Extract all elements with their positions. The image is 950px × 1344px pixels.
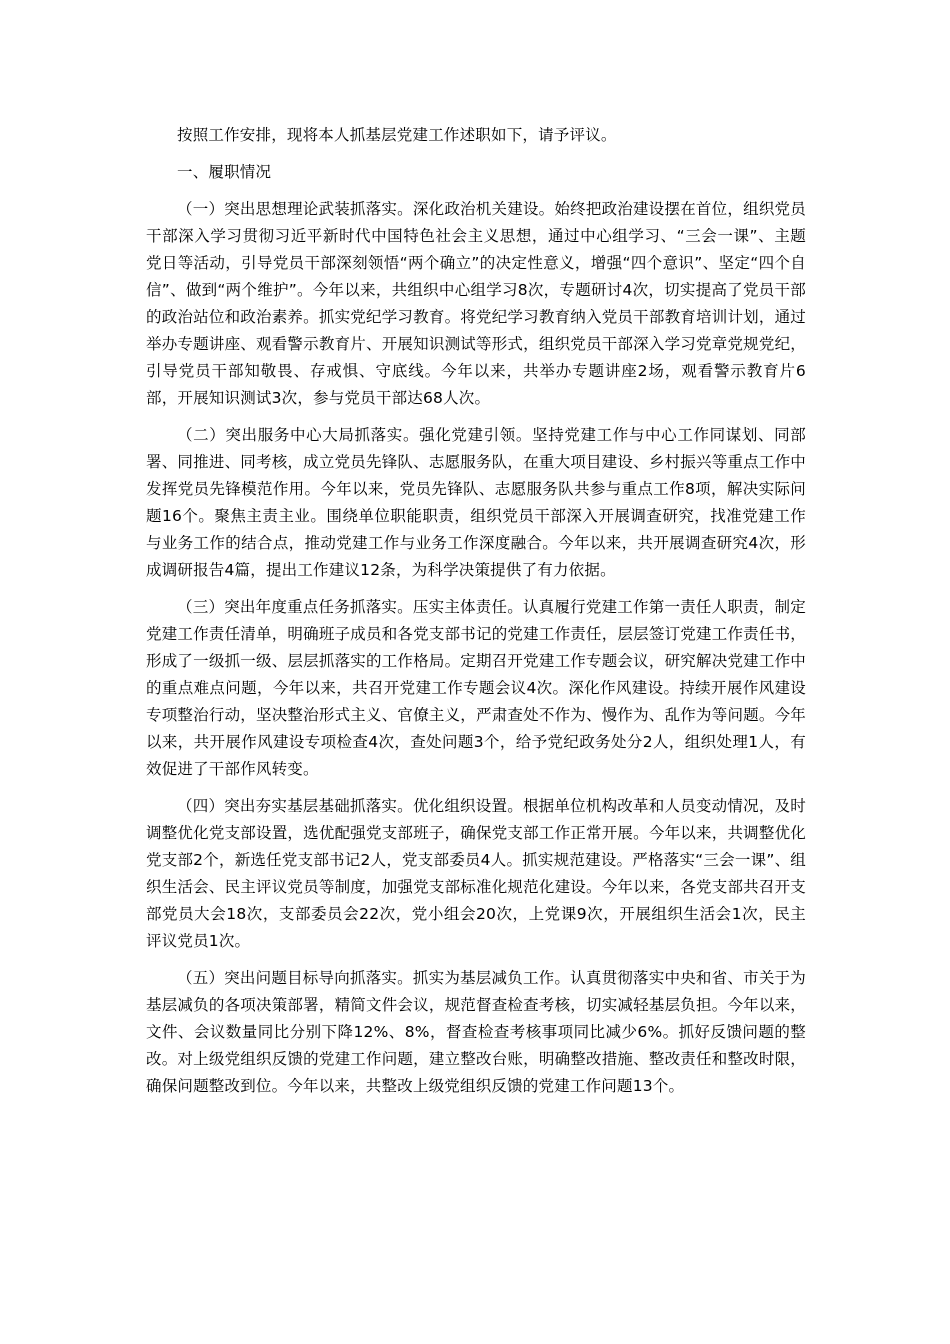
paragraph-1: （一）突出思想理论武装抓落实。深化政治机关建设。始终把政治建设摆在首位，组织党员干部深入学习贯彻习近平新时代中国特色社会主义思想，通过中心组学习、“三会一课”、主题党日等活动，引导党员干部深刻领悟“两个确立”的决定性意义，增强“四个意识”、坚定“四个自信”、做到“两个维护”。今年以来，共组织中心组学习8次，专题研讨4次，切实提高了党员干部的政治站位和政治素养。抓实党纪学习教育。将党纪学习教育纳入党员干部教育培训计划，通过举办专题讲座、观看警示教育片、开展知识测试等形式，组织党员干部深入学习党章党规党纪，引导党员干部知敬畏、存戒惧、守底线。今年以来，共举办专题讲座2场，观看警示教育片6部，开展知识测试3次，参与党员干部达68人次。 xyxy=(146,200,806,407)
paragraph-4: （四）突出夯实基层基础抓落实。优化组织设置。根据单位机构改革和人员变动情况，及时调整优化党支部设置，选优配强党支部班子，确保党支部工作正常开展。今年以来，共调整优化党支部2个，新选任党支部书记2人，党支部委员4人。抓实规范建设。严格落实“三会一课”、组织生活会、民主评议党员等制度，加强党支部标准化规范化建设。今年以来，各党支部共召开支部党员大会18次，支部委员会22次，党小组会20次，上党课9次，开展组织生活会1次，民主评议党员1次。 xyxy=(146,797,806,950)
section-heading: 一、履职情况 xyxy=(177,163,272,181)
document-body xyxy=(146,122,806,1110)
paragraph-2: （二）突出服务中心大局抓落实。强化党建引领。坚持党建工作与中心工作同谋划、同部署、同推进、同考核，成立党员先锋队、志愿服务队，在重大项目建设、乡村振兴等重点工作中发挥党员先锋模范作用。今年以来，党员先锋队、志愿服务队共参与重点工作8项，解决实际问题16个。聚焦主责主业。围绕单位职能职责，组织党员干部深入开展调查研究，找准党建工作与业务工作的结合点，推动党建工作与业务工作深度融合。今年以来，共开展调查研究4次，形成调研报告4篇，提出工作建议12条，为科学决策提供了有力依据。 xyxy=(146,426,806,579)
intro-paragraph: 按照工作安排，现将本人抓基层党建工作述职如下，请予评议。 xyxy=(177,126,617,144)
paragraph-3: （三）突出年度重点任务抓落实。压实主体责任。认真履行党建工作第一责任人职责，制定党建工作责任清单，明确班子成员和各党支部书记的党建工作责任，层层签订党建工作责任书，形成了一级抓一级、层层抓落实的工作格局。定期召开党建工作专题会议，研究解决党建工作中的重点难点问题，今年以来，共召开党建工作专题会议4次。深化作风建设。持续开展作风建设专项整治行动，坚决整治形式主义、官僚主义，严肃查处不作为、慢作为、乱作为等问题。今年以来，共开展作风建设专项检查4次，查处问题3个，给予党纪政务处分2人，组织处理1人，有效促进了干部作风转变。 xyxy=(146,598,806,778)
paragraph-5: （五）突出问题目标导向抓落实。抓实为基层减负工作。认真贯彻落实中央和省、市关于为基层减负的各项决策部署，精简文件会议，规范督查检查考核，切实减轻基层负担。今年以来，文件、会议数量同比分别下降12%、8%，督查检查考核事项同比减少6%。抓好反馈问题的整改。对上级党组织反馈的党建工作问题，建立整改台账，明确整改措施、整改责任和整改时限，确保问题整改到位。今年以来，共整改上级党组织反馈的党建工作问题13个。 xyxy=(146,969,806,1095)
